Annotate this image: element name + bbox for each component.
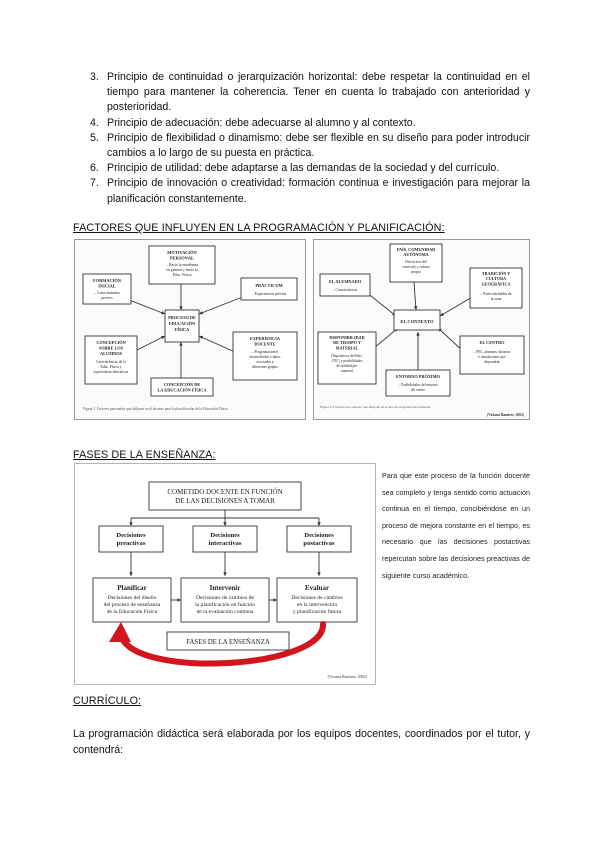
box-text: previos xyxy=(101,296,113,300)
figure-credit: (Viciana Ramírez, 2002) xyxy=(327,674,367,679)
box-text: material xyxy=(341,369,353,373)
box-title: EXPERIENCIA xyxy=(249,336,281,341)
figure-credit: (Viciana Ramírez, 2002) xyxy=(486,413,524,417)
principle-number: 6. xyxy=(90,162,99,175)
hub-label: EDUCACIÓN xyxy=(168,321,196,326)
phase-text: Decisiones del diseño xyxy=(107,595,157,601)
principle-number: 3. xyxy=(90,71,99,83)
phase-text: la planificación en función xyxy=(195,602,255,608)
box-text: – Experiencias previas xyxy=(251,292,287,296)
box-title: PERSONAL xyxy=(170,255,194,261)
decision-label: interactivas xyxy=(208,540,242,547)
box-title: CONCEPCIÓN xyxy=(96,340,126,345)
box-text: Educ. Física y xyxy=(100,365,122,369)
principle-item xyxy=(90,131,530,161)
box-decisiones xyxy=(287,526,351,552)
box-title: CONCEPCIÓN DE xyxy=(163,382,201,387)
figure-context-factors xyxy=(313,239,530,420)
box-text: dispondrán xyxy=(484,360,500,364)
box-text: – Conocimientos xyxy=(94,291,120,295)
box-title: TRADICIÓN Y xyxy=(481,271,511,276)
principle-text: Principio de continuidad o jerarquización horizontal: debe respetar la continuidad en el tiempo para mantener la coherencia. Tener en cuenta lo trabajado con anterioridad y posterioridad. xyxy=(107,71,530,114)
decision-label: Decisiones xyxy=(210,532,240,539)
box-text: desarrolladas y datos xyxy=(249,355,281,359)
box-text: Dispositivos de Educ. xyxy=(331,354,363,358)
heading-factores: FACTORES QUE INFLUYEN EN LA PROGRAMACIÓN Y PLANIFICACIÓN: xyxy=(73,222,445,234)
box-title: SOBRE LOS xyxy=(98,345,124,351)
phase-text: y planificación futura xyxy=(292,609,342,615)
box-title: EL ALUMNADO xyxy=(328,279,362,284)
closing-paragraph: La programación didáctica será elaborada por los equipos docentes, coordinados por el tutor, y contendrá: xyxy=(73,728,530,756)
decision-label: preactivas xyxy=(116,540,146,547)
decision-label: Decisiones xyxy=(304,532,334,539)
principle-item xyxy=(90,161,530,176)
figure-teaching-phases xyxy=(74,463,376,685)
hub-label: PROCESO DE xyxy=(168,315,196,320)
box-title: INICIAL xyxy=(98,283,116,289)
principle-item xyxy=(90,116,530,131)
box-title: LA EDUCACIÓN FÍSICA xyxy=(157,387,207,393)
box-text: – Características xyxy=(332,288,358,292)
figure-caption: Figura 3. Factores personales que influyen en el docente para la planificación de la Educación Física. xyxy=(83,407,229,411)
box-decisiones xyxy=(99,526,163,552)
phase-text: en la intervención xyxy=(296,602,338,608)
figure-caption: Figura 4. Factores del contexto que influyen en el tipo de programación realizada. xyxy=(320,405,432,409)
phase-text: del proceso de enseñanza xyxy=(103,602,161,608)
box-practicum xyxy=(241,278,297,300)
box-text: Directrices del xyxy=(405,260,427,264)
box-title: DISPONIBILIDAD xyxy=(329,335,365,340)
phase-text: Decisiones de cambios xyxy=(291,595,343,601)
context-factors-diagram xyxy=(314,240,529,419)
teaching-phases-diagram xyxy=(75,464,375,684)
box-text: expectativas educativas xyxy=(93,370,129,374)
box-text: de utilidad por xyxy=(336,364,358,368)
box-title: EL CENTRO xyxy=(479,340,505,345)
box-text: la zona xyxy=(490,297,502,301)
box-text: – Hacia la enseñanza xyxy=(166,263,198,267)
phase-title: Intervenir xyxy=(209,584,241,592)
box-text: en general y hacia la xyxy=(166,268,198,272)
phase-title: Planificar xyxy=(117,584,147,592)
box-title: AUTÓNOMA xyxy=(403,252,429,258)
box-text: – Posibilidades del entorno xyxy=(398,383,438,387)
box-title: DE LAS DECISIONES A TOMAR xyxy=(175,497,275,505)
decision-label: postactivas xyxy=(303,540,335,547)
box-text: asociados a xyxy=(256,360,274,364)
box-title: MOTIVACIÓN xyxy=(167,250,197,255)
figure-personal-factors xyxy=(74,239,306,420)
phase-text: de la evaluación continua xyxy=(196,609,254,615)
box-text: – Particularidades de xyxy=(480,292,512,296)
principle-number: 7. xyxy=(90,177,99,190)
box-title: COMETIDO DOCENTE EN FUNCIÓN xyxy=(167,488,283,496)
box-text: Educ. Física xyxy=(172,273,192,277)
phase-title: Evaluar xyxy=(304,584,330,592)
box-text: propia xyxy=(411,270,421,274)
box-title: FORMACIÓN xyxy=(92,278,122,283)
hub-label: FÍSICA xyxy=(174,327,190,332)
box-text: – PEC, alumnos, horarios xyxy=(473,350,511,354)
box-decisiones xyxy=(193,526,257,552)
principle-number: 4. xyxy=(90,116,99,129)
box-text: e instalaciones que xyxy=(478,355,506,359)
heading-curriculo: CURRÍCULO: xyxy=(73,695,142,707)
principle-item xyxy=(90,70,530,116)
principle-text: Principio de innovación o creatividad: formación continua e investigación para mejorar la planificación constantemente. xyxy=(107,177,530,205)
principle-text: Principio de adecuación: debe adecuarse al alumno y al contexto. xyxy=(107,116,416,129)
phase-text: Decisiones de cambios de xyxy=(196,595,254,601)
decision-label: Decisiones xyxy=(116,532,146,539)
box-title: DE TIEMPO Y xyxy=(333,340,361,346)
side-paragraph: Para que este proceso de la función docente sea completo y tenga sentido como actuación continua en el tiempo, concibiéndose en un proceso de mejora constante en el tiempo, es necesario que las decisiones postactivas repercutan sobre las decisiones preactivas de siguiente curso académico. xyxy=(382,471,530,580)
box-title: DOCENTE xyxy=(254,341,276,347)
principle-item xyxy=(90,176,530,206)
hub-label: EL CONTEXTO xyxy=(400,319,434,324)
principles-list xyxy=(90,70,530,207)
box-text: currículo y cultura xyxy=(402,265,430,269)
box-title: PRÁCTICUM xyxy=(255,283,283,288)
box-text: diferentes grupos xyxy=(252,365,278,369)
principle-number: 5. xyxy=(90,131,99,144)
personal-factors-diagram xyxy=(75,240,305,419)
box-title: PAÍS, COMUNIDAD xyxy=(396,247,436,252)
box-title: ENTORNO PRÓXIMO xyxy=(396,374,440,379)
fases-label: FASES DE LA ENSEÑANZA xyxy=(186,639,270,646)
box-text: (TIC) y posibilidades xyxy=(331,359,363,363)
phase-text: de la Educación Física xyxy=(106,609,158,615)
box-text: Características de la xyxy=(96,360,126,364)
box-text: – Programaciones xyxy=(251,350,279,354)
box-title: GEOGRÁFICA xyxy=(481,281,511,287)
box-title: MATERIAL xyxy=(335,345,359,351)
box-cometido xyxy=(149,482,301,510)
box-alumnado xyxy=(320,274,370,296)
principle-text: Principio de flexibilidad o dinamismo: debe ser flexible en su diseño para poder introducir cambios a lo largo de su puesta en práctica. xyxy=(107,131,530,160)
heading-fases: FASES DE LA ENSEÑANZA: xyxy=(73,449,216,461)
box-title: ALUMNOS xyxy=(100,351,122,356)
box-text: del centro xyxy=(410,388,426,392)
principle-text: Principio de utilidad: debe adaptarse a las demandas de la sociedad y del currículo. xyxy=(107,162,500,175)
box-title: CULTURA xyxy=(485,276,507,282)
